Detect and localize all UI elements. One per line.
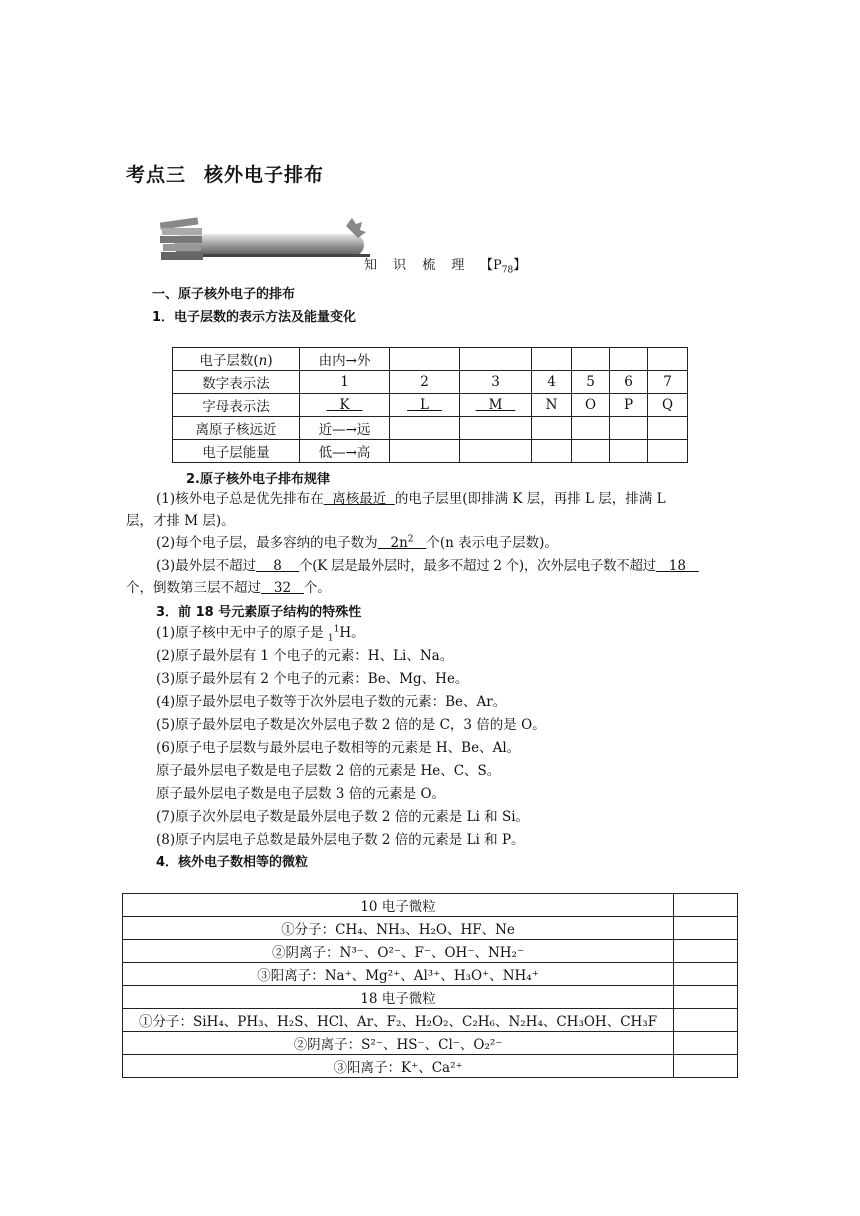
table-row [123,940,738,963]
table-row [173,348,688,371]
special-3: (3)原子最外层有 2 个电子的元素：Be、Mg、He。 [156,671,469,687]
rule-2 [156,532,558,554]
special-2: (2)原子最外层有 1 个电子的元素：H、Li、Na。 [156,648,454,664]
special-1 [156,622,365,644]
table-row [173,371,688,394]
special-text: (1)原子核中无中子的原子是 [156,625,328,641]
answer-blank [656,558,699,574]
heading-special-structures: 3．前 18 号元素原子结构的特殊性 [156,605,362,620]
answer-blank [476,397,516,413]
table-row [123,917,738,940]
special-8: (8)原子内层电子总数是最外层电子数 2 倍的元素是 Li 和 P。 [156,832,525,848]
rule-text: 个(K 层是最外层时，最多不超过 2 个)，次外层电子数不超过 [299,558,656,574]
heading-layer-notation: 1．电子层数的表示方法及能量变化 [152,310,357,325]
table-row [123,986,738,1009]
answer-value: M [488,397,503,413]
banner-label: 知 识 梳 理 [364,258,471,273]
table-cell: N [532,394,572,417]
answer-blank [327,397,363,413]
table-cell [674,1009,738,1032]
rule-1-continued: 层，才排 M 层)。 [126,513,235,529]
table-cell [532,348,572,371]
table-cell [572,348,610,371]
answer-value: 18 [668,558,686,574]
table-cell: 3 [460,371,532,394]
electron-particles-table [122,893,738,1078]
answer-blank [407,397,442,413]
table-cell: 数字表示法 [173,371,300,394]
table-cell [610,440,648,463]
table-cell [460,417,532,440]
rule-text: 的电子层里(即排满 K 层，再排 L 层，排满 L [394,491,666,507]
table-row [123,963,738,986]
table-cell: 电子层能量 [173,440,300,463]
table-row [173,394,688,417]
table-cell [674,1032,738,1055]
rule-1 [156,488,666,510]
special-5: (5)原子最外层电子数是次外层电子数 2 倍的是 C，3 倍的是 O。 [156,717,546,733]
table-cell: O [572,394,610,417]
atomic-number: 1 [327,633,334,644]
rule-text: (3)最外层不超过 [156,558,257,574]
table-cell: 5 [572,371,610,394]
table-row [123,1032,738,1055]
heading-arrangement-rules: 2.原子核外电子排布规律 [186,472,330,487]
table-cell [532,417,572,440]
answer-value: 8 [273,558,282,574]
table-cell [460,348,532,371]
books-icon [160,217,203,260]
table-cell: ③阳离子：K⁺、Ca²⁺ [123,1055,674,1078]
table-row [173,440,688,463]
table-cell [390,440,460,463]
answer-blank [324,491,395,507]
special-4: (4)原子最外层电子数等于次外层电子数的元素：Be、Ar。 [156,694,507,710]
page-ref-close: 】 [513,258,527,273]
mass-number: 1 [333,624,340,635]
table-cell [390,417,460,440]
table-cell: 18 电子微粒 [123,986,674,1009]
table-row [173,417,688,440]
table-cell: 1 [300,371,390,394]
table-row [123,1009,738,1032]
table-cell: 近—→远 [300,417,390,440]
table-cell: Q [648,394,688,417]
rule-text: (1)核外电子总是优先排布在 [156,491,324,507]
table-row [123,1055,738,1078]
table-cell [460,440,532,463]
table-cell [674,917,738,940]
answer-blank [261,580,304,596]
section-title [126,160,324,187]
heading-equal-electron-particles: 4．核外电子数相等的微粒 [156,855,309,870]
answer-blank [256,558,299,574]
table-cell [572,440,610,463]
electron-layer-table [172,347,688,463]
table-cell [648,417,688,440]
answer-value: 32 [273,580,292,596]
table-cell: 字母表示法 [173,394,300,417]
table-row [123,894,738,917]
section-title-number: 考点三 [126,164,187,186]
table-cell [390,394,460,417]
table-cell [460,394,532,417]
table-cell [572,417,610,440]
rule-text: 个。 [303,580,331,596]
table-cell [610,417,648,440]
page-ref-number: 78 [501,265,514,276]
table-cell [674,940,738,963]
special-6b: 原子最外层电子数是电子层数 2 倍的元素是 He、C、S。 [156,763,501,779]
table-cell: ①分子：SiH₄、PH₃、H₂S、HCl、Ar、F₂、H₂O₂、C₂H₆、N₂H₄、CH₃OH、CH₃F [123,1009,674,1032]
table-cell: ③阳离子：Na⁺、Mg²⁺、Al³⁺、H₃O⁺、NH₄⁺ [123,963,674,986]
table-cell: 离原子核远近 [173,417,300,440]
table-cell [674,1055,738,1078]
table-cell [674,963,738,986]
answer-blank [378,535,427,551]
heading-electron-arrangement: 一、原子核外电子的排布 [152,287,296,302]
table-cell [674,894,738,917]
rule-3 [156,555,699,577]
rule-text: (2)每个电子层，最多容纳的电子数为 [156,535,378,551]
rule-3-continued [126,577,331,599]
table-cell [610,348,648,371]
table-cell: 6 [610,371,648,394]
table-cell: 由内→外 [300,348,390,371]
answer-value: L [420,397,429,413]
table-cell [300,394,390,417]
table-cell: ①分子：CH₄、NH₃、H₂O、HF、Ne [123,917,674,940]
table-cell: ②阴离子：N³⁻、O²⁻、F⁻、OH⁻、NH₂⁻ [123,940,674,963]
table-cell [532,440,572,463]
table-cell [648,440,688,463]
answer-exponent: 2 [407,534,414,545]
table-cell: 2 [390,371,460,394]
table-cell: 电子层数(n) [173,348,300,371]
rule-text: 个，倒数第三层不超过 [126,580,261,596]
section-title-text: 核外电子排布 [204,164,325,186]
table-cell [674,986,738,1009]
knowledge-banner-graphic [160,214,370,272]
answer-value: 2n [390,535,408,551]
table-cell [390,348,460,371]
table-cell: 4 [532,371,572,394]
table-cell: 低—→高 [300,440,390,463]
answer-value: 离核最近 [332,491,387,507]
page-reference [480,254,527,276]
table-cell [648,348,688,371]
answer-value: K [339,397,350,413]
special-text: H。 [339,625,365,641]
special-6: (6)原子电子层数与最外层电子数相等的元素是 H、Be、Al。 [156,740,521,756]
rule-text: 个(n 表示电子层数)。 [426,535,558,551]
special-6c: 原子最外层电子数是电子层数 3 倍的元素是 O。 [156,786,446,802]
table-cell: 10 电子微粒 [123,894,674,917]
table-cell: ②阴离子：S²⁻、HS⁻、Cl⁻、O₂²⁻ [123,1032,674,1055]
page-ref-open: 【P [480,258,502,273]
table-cell: P [610,394,648,417]
special-7: (7)原子次外层电子数是最外层电子数 2 倍的元素是 Li 和 Si。 [156,809,530,825]
table-cell: 7 [648,371,688,394]
